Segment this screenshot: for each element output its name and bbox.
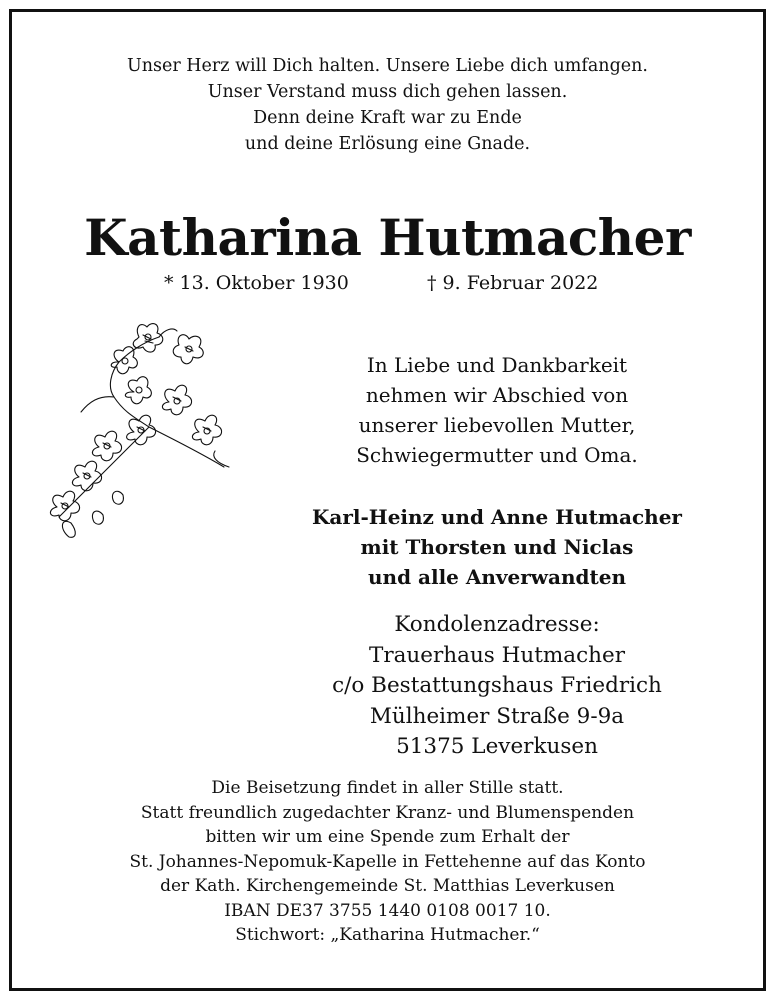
birth-date: * 13. Oktober 1930 — [164, 272, 349, 294]
notice-line: der Kath. Kirchengemeinde St. Matthias Leverkusen — [160, 876, 615, 896]
address-line: Kondolenzadresse: — [394, 612, 600, 637]
address-line: c/o Bestattungshaus Friedrich — [332, 673, 662, 698]
orchid-illustration — [39, 317, 239, 557]
tribute-text — [222, 350, 772, 470]
funeral-notice — [12, 776, 763, 948]
notice-line: Statt freundlich zugedachter Kranz- und Blumenspenden — [140, 802, 635, 823]
deceased-name: Katharina Hutmacher — [84, 208, 691, 267]
address-line: Trauerhaus Hutmacher — [369, 642, 625, 668]
address-line: Mülheimer Straße 9-9a — [369, 703, 625, 729]
address-line: 51375 Leverkusen — [396, 734, 598, 759]
tribute-line: unserer liebevollen Mutter, — [358, 413, 636, 437]
family-line: Karl-Heinz und Anne Hutmacher — [312, 505, 682, 529]
notice-line: bitten wir um eine Spende zum Erhalt der — [205, 827, 570, 847]
condolence-address — [222, 610, 772, 763]
poem-line: Denn deine Kraft war zu Ende — [253, 108, 522, 128]
family-signature — [222, 502, 772, 592]
notice-line: Stichwort: „Katharina Hutmacher.“ — [235, 925, 540, 945]
notice-line: Die Beisetzung findet in aller Stille statt. — [211, 778, 564, 798]
poem — [12, 53, 763, 157]
notice-line: St. Johannes-Nepomuk-Kapelle in Fettehenne auf das Konto — [129, 851, 646, 872]
tribute-line: nehmen wir Abschied von — [365, 383, 629, 407]
notice-line: IBAN DE37 3755 1440 0108 0017 10. — [224, 900, 551, 921]
death-date: † 9. Februar 2022 — [427, 272, 599, 294]
tribute-line: In Liebe und Dankbarkeit — [366, 353, 628, 377]
poem-line: Unser Verstand muss dich gehen lassen. — [207, 82, 568, 102]
poem-line: und deine Erlösung eine Gnade. — [244, 134, 531, 154]
family-line: und alle Anverwandten — [367, 565, 627, 589]
tribute-line: Schwiegermutter und Oma. — [356, 443, 638, 467]
obituary-frame — [9, 9, 766, 991]
poem-line: Unser Herz will Dich halten. Unsere Liebe dich umfangen. — [127, 56, 648, 76]
family-line: mit Thorsten und Niclas — [360, 535, 634, 559]
